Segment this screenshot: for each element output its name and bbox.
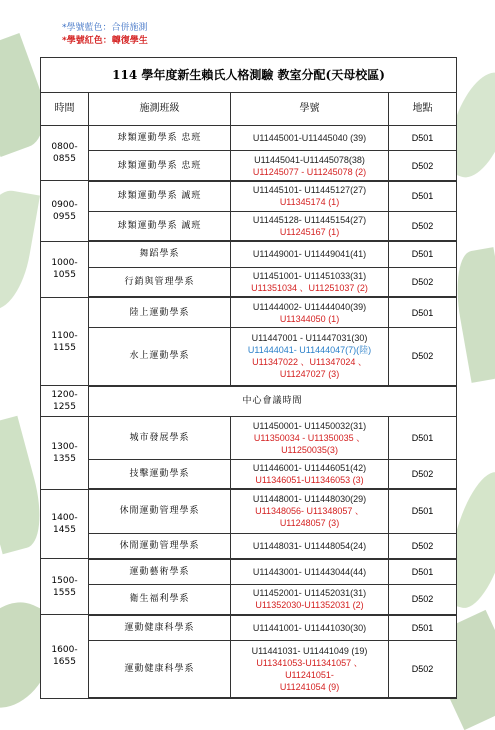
class-cell: 運動藝術學系 (89, 559, 231, 585)
table-row (41, 459, 457, 489)
header-ids: 學號 (231, 92, 389, 125)
room-cell: D502 (389, 533, 457, 559)
student-ids-cell (231, 181, 389, 211)
student-ids-line: U11452001- U11452031(31) (252, 588, 367, 599)
room-cell: D501 (389, 416, 457, 459)
room-cell: D502 (389, 151, 457, 181)
student-ids-cell (231, 416, 389, 459)
student-ids-line: U11450001- U11450032(31) (252, 420, 367, 431)
table-row (41, 125, 457, 151)
table-row (41, 533, 457, 559)
room-cell: D501 (389, 615, 457, 641)
time-text: 1555 (53, 587, 76, 598)
meeting-cell: 中心會議時間 (89, 386, 457, 416)
class-cell: 休閒運動管理學系 (89, 533, 231, 559)
transfer-ids-line: U11241054 (9) (279, 681, 340, 692)
time-cell (41, 386, 89, 416)
transfer-ids-line: U11347022 、U11347024 、 (252, 357, 367, 368)
transfer-ids-line: U11245167 (1) (279, 227, 340, 238)
student-ids-line: U11447001 - U11447031(30) (251, 333, 368, 344)
time-text: 1400- (51, 513, 78, 524)
table-title: 114 學年度新生賴氏人格測驗 教室分配(天母校區) (41, 58, 457, 93)
time-text: 1155 (53, 342, 76, 353)
table-row (41, 181, 457, 211)
transfer-ids-line: U11344050 (1) (279, 313, 340, 324)
class-cell: 球類運動學系 忠班 (89, 151, 231, 181)
time-cell (41, 416, 89, 489)
student-ids-cell (231, 584, 389, 614)
time-cell (41, 125, 89, 181)
table-row (41, 241, 457, 267)
time-text: 1455 (53, 525, 76, 536)
class-cell: 衛生福利學系 (89, 584, 231, 614)
table-row (41, 559, 457, 585)
time-text: 0900- (51, 200, 78, 211)
class-cell: 陸上運動學系 (89, 297, 231, 327)
room-cell: D502 (389, 640, 457, 698)
leaf-decoration (0, 186, 40, 314)
student-ids-cell (231, 615, 389, 641)
transfer-ids-line: U11351034 、U11251037 (2) (251, 282, 368, 293)
class-cell: 運動健康科學系 (89, 615, 231, 641)
transfer-ids-line: U11341053-U11341057 、U11241051- (256, 657, 363, 680)
student-ids-line: U11449001- U11449041(41) (252, 249, 367, 260)
student-ids-cell (231, 241, 389, 267)
merged-ids-line: U11444041- U11444047(7)(陸) (247, 345, 372, 356)
student-ids-line: U11448031- U11448054(24) (252, 540, 367, 551)
time-cell (41, 559, 89, 615)
room-cell: D502 (389, 584, 457, 614)
student-ids-line: U11445041-U11445078(38) (254, 154, 365, 165)
student-ids-cell (231, 151, 389, 181)
table-row (41, 416, 457, 459)
table-row (41, 328, 457, 386)
student-ids-line: U11444002- U11444040(39) (252, 301, 367, 312)
transfer-ids-line: U11248057 (3) (279, 518, 340, 529)
room-cell: D501 (389, 559, 457, 585)
time-text: 1055 (53, 270, 76, 281)
room-cell: D501 (389, 241, 457, 267)
header-time: 時間 (41, 92, 89, 125)
time-text: 1355 (53, 453, 76, 464)
table-row (41, 640, 457, 698)
student-ids-cell (231, 211, 389, 241)
time-text: 1255 (53, 401, 76, 412)
time-text: 1000- (51, 258, 78, 269)
room-cell: D501 (389, 489, 457, 533)
student-ids-cell (231, 559, 389, 585)
student-ids-line: U11441001- U11441030(30) (252, 622, 367, 633)
transfer-ids-line: U11346051-U11346053 (3) (255, 475, 364, 485)
student-ids-cell (231, 297, 389, 327)
room-cell: D502 (389, 267, 457, 297)
student-ids-line: U11448001- U11448030(29) (252, 494, 367, 505)
class-cell: 舞蹈學系 (89, 241, 231, 267)
time-cell (41, 241, 89, 297)
class-cell: 行銷與管理學系 (89, 267, 231, 297)
room-cell: D501 (389, 181, 457, 211)
schedule-table (40, 57, 457, 699)
time-text: 1100- (51, 330, 78, 341)
time-text: 1655 (53, 657, 76, 668)
table-row (41, 584, 457, 614)
student-ids-cell (231, 533, 389, 559)
transfer-ids-line: U11250035(3) (281, 444, 338, 455)
class-cell: 技擊運動學系 (89, 459, 231, 489)
header-class: 施測班級 (89, 92, 231, 125)
time-text: 1500- (51, 575, 78, 586)
transfer-ids-line: U11348056- U11348057 、 (255, 506, 364, 517)
table-row (41, 151, 457, 181)
room-cell: D502 (389, 211, 457, 241)
room-cell: D501 (389, 297, 457, 327)
table-row (41, 297, 457, 327)
student-ids-cell (231, 640, 389, 698)
transfer-ids-line: U11245077 - U11245078 (2) (252, 166, 367, 177)
student-ids-line: U11445101- U11445127(27) (252, 185, 367, 196)
room-cell: D501 (389, 125, 457, 151)
student-ids-line: U11445001-U11445040 (39) (252, 132, 367, 143)
student-ids-cell (231, 267, 389, 297)
time-text: 1600- (51, 645, 78, 656)
student-ids-cell (231, 328, 389, 386)
time-cell (41, 181, 89, 242)
class-cell: 休閒運動管理學系 (89, 489, 231, 533)
student-ids-line: U11445128- U11445154(27) (252, 215, 367, 226)
student-ids-line: U11446001- U11446051(42) (252, 463, 367, 473)
transfer-ids-line: U11352030-U11352031 (2) (255, 600, 364, 611)
class-cell: 球類運動學系 誠班 (89, 181, 231, 211)
table-row (41, 211, 457, 241)
class-cell: 球類運動學系 誠班 (89, 211, 231, 241)
table-row (41, 267, 457, 297)
time-text: 0955 (53, 212, 76, 223)
legend-red-note: *學號紅色：轉復學生 (62, 36, 148, 46)
student-ids-cell (231, 125, 389, 151)
time-cell (41, 489, 89, 558)
time-text: 0855 (53, 153, 76, 164)
header-room: 地點 (389, 92, 457, 125)
time-text: 1300- (51, 441, 78, 452)
transfer-ids-line: U11345174 (1) (279, 197, 340, 208)
student-ids-cell (231, 489, 389, 533)
time-text: 1200- (51, 389, 78, 400)
time-cell (41, 297, 89, 385)
time-cell (41, 615, 89, 698)
class-cell: 球類運動學系 忠班 (89, 125, 231, 151)
transfer-ids-line: U11247027 (3) (279, 369, 340, 380)
student-ids-cell (231, 459, 389, 489)
room-cell: D502 (389, 459, 457, 489)
class-cell: 運動健康科學系 (89, 640, 231, 698)
table-row (41, 615, 457, 641)
legend-blue-note: *學號藍色：合併施測 (62, 23, 148, 33)
time-text: 0800- (51, 141, 78, 152)
room-cell: D502 (389, 328, 457, 386)
transfer-ids-line: U11350034 - U11350035 、 (253, 432, 366, 443)
table-row (41, 489, 457, 533)
class-cell: 城市發展學系 (89, 416, 231, 459)
student-ids-line: U11451001- U11451033(31) (252, 270, 367, 281)
class-cell: 水上運動學系 (89, 328, 231, 386)
student-ids-line: U11443001- U11443044(44) (252, 566, 367, 577)
table-row (41, 386, 457, 416)
student-ids-line: U11441031- U11441049 (19) (251, 645, 368, 656)
